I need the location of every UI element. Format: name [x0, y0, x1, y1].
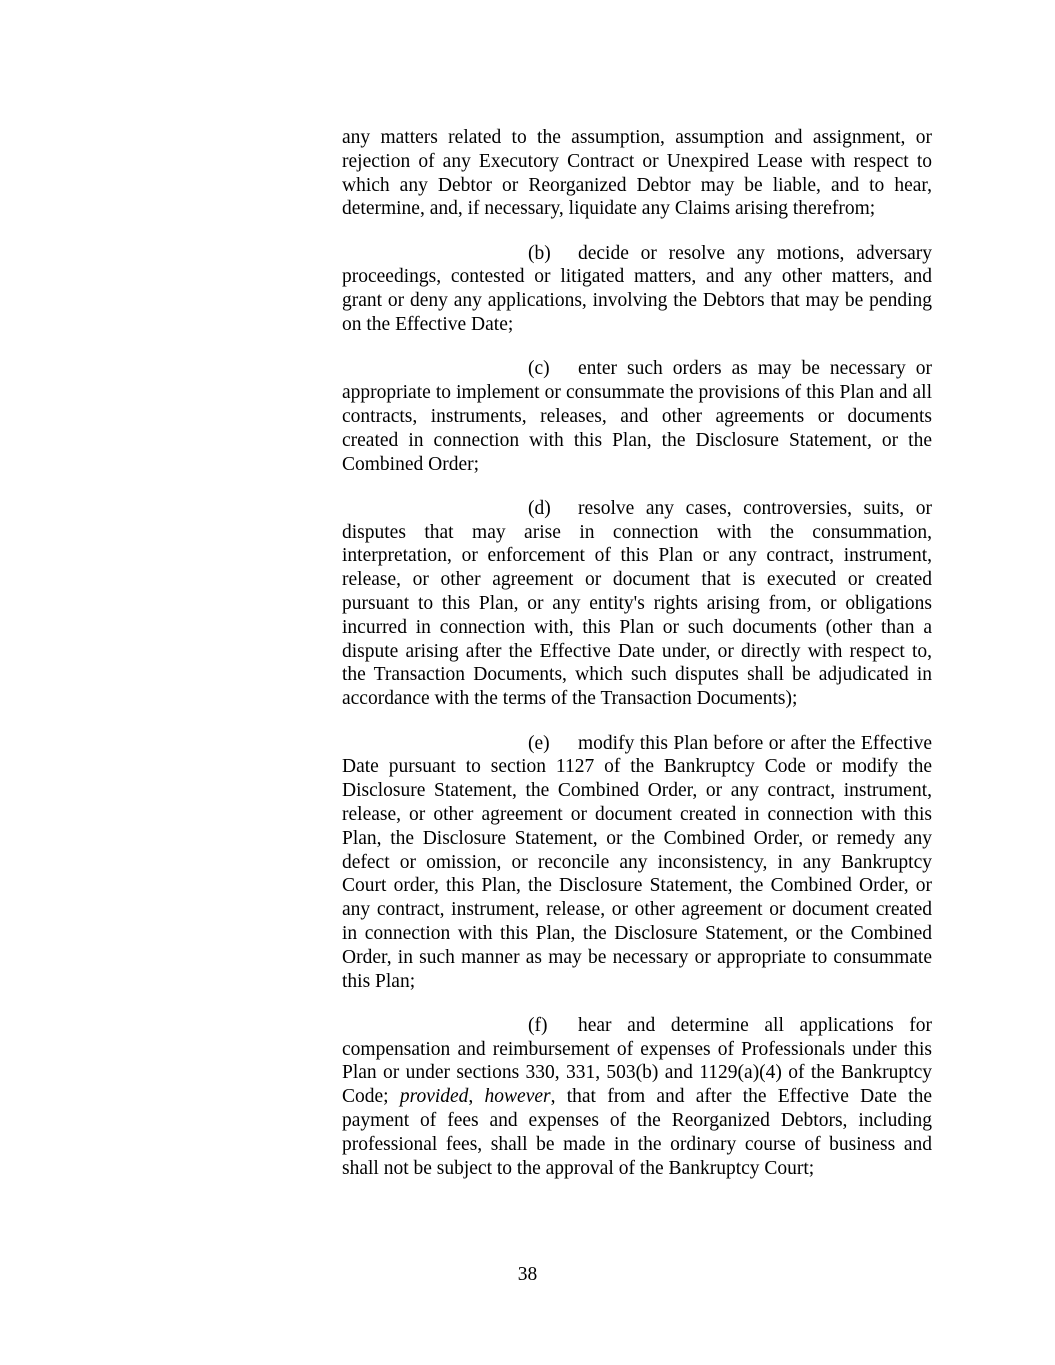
clause-italic-provided: provided [399, 1086, 469, 1108]
clause-italic-however: however [484, 1086, 551, 1108]
clause-f [342, 1014, 932, 1181]
clause-text: enter such orders as may be necessary or appropriate to implement or consummate the provisions of this Plan and all contracts, instruments, releases, and other agreements or documents created in connection with this Plan, the Disclosure Statement, or the Combined Order; [342, 358, 932, 475]
clause-text-mid: , [468, 1086, 485, 1108]
clause-e [342, 732, 932, 994]
clause-label: (c) [528, 358, 550, 380]
clause-c [342, 357, 932, 476]
clause-label: (e) [528, 732, 550, 754]
body-text [342, 126, 932, 1201]
clause-label: (d) [528, 497, 551, 519]
page-number: 38 [517, 1264, 538, 1285]
clause-text-after: , that from and after the Effective Date the payment of fees and expenses of the Reorganized Debtors, including professional fees, shall be made in the ordinary course of business and shall not be subject to the approval of the Bankruptcy Court; [342, 1086, 932, 1179]
paragraph-text: any matters related to the assumption, assumption and assignment, or rejection of any Executory Contract or Unexpired Lease with respect to which any Debtor or Reorganized Debtor may be liable, and to hear, determine, and, if necessary, liquidate any Claims arising therefrom; [342, 127, 932, 220]
clause-text: decide or resolve any motions, adversary proceedings, contested or litigated matters, and any other matters, and grant or deny any applications, involving the Debtors that may be pending on the Effective Date; [342, 242, 932, 336]
clause-d [342, 497, 932, 711]
clause-label: (b) [528, 242, 551, 264]
clause-text-before: hear and determine all applications for compensation and reimbursement of expenses of Professionals under this Plan or under sections 330, 331, 503(b) and 1129(a)(4) of the Bankruptcy Code; [342, 1014, 932, 1108]
clause-label: (f) [528, 1014, 548, 1036]
clause-text: resolve any cases, controversies, suits, or disputes that may arise in connection with the consummation, interpretation, or enforcement of this Plan or any contract, instrument, release, or other agreement or document that is executed or created pursuant to this Plan, or any entity's rights arising from, or obligations incurred in connection with, this Plan or such documents (other than a dispute arising after the Effective Date under, or directly with respect to, the Transaction Documents, which such disputes shall be adjudicated in accordance with the terms of the Transaction Documents); [342, 497, 932, 710]
paragraph-continuation [342, 126, 932, 221]
clause-text: modify this Plan before or after the Effective Date pursuant to section 1127 of the Bankruptcy Code or modify the Disclosure Statement, the Combined Order, or any contract, instrument, release, or other agreement or document created in connection with this Plan, the Disclosure Statement, or the Combined Order, or remedy any defect or omission, or reconcile any inconsistency, in any Bankruptcy Court order, this Plan, the Disclosure Statement, the Combined Order, or any contract, instrument, release, or other agreement or document created in connection with this Plan, the Disclosure Statement, or the Combined Order, in such manner as may be necessary or appropriate to consummate this Plan; [342, 732, 932, 992]
clause-b [342, 242, 932, 337]
